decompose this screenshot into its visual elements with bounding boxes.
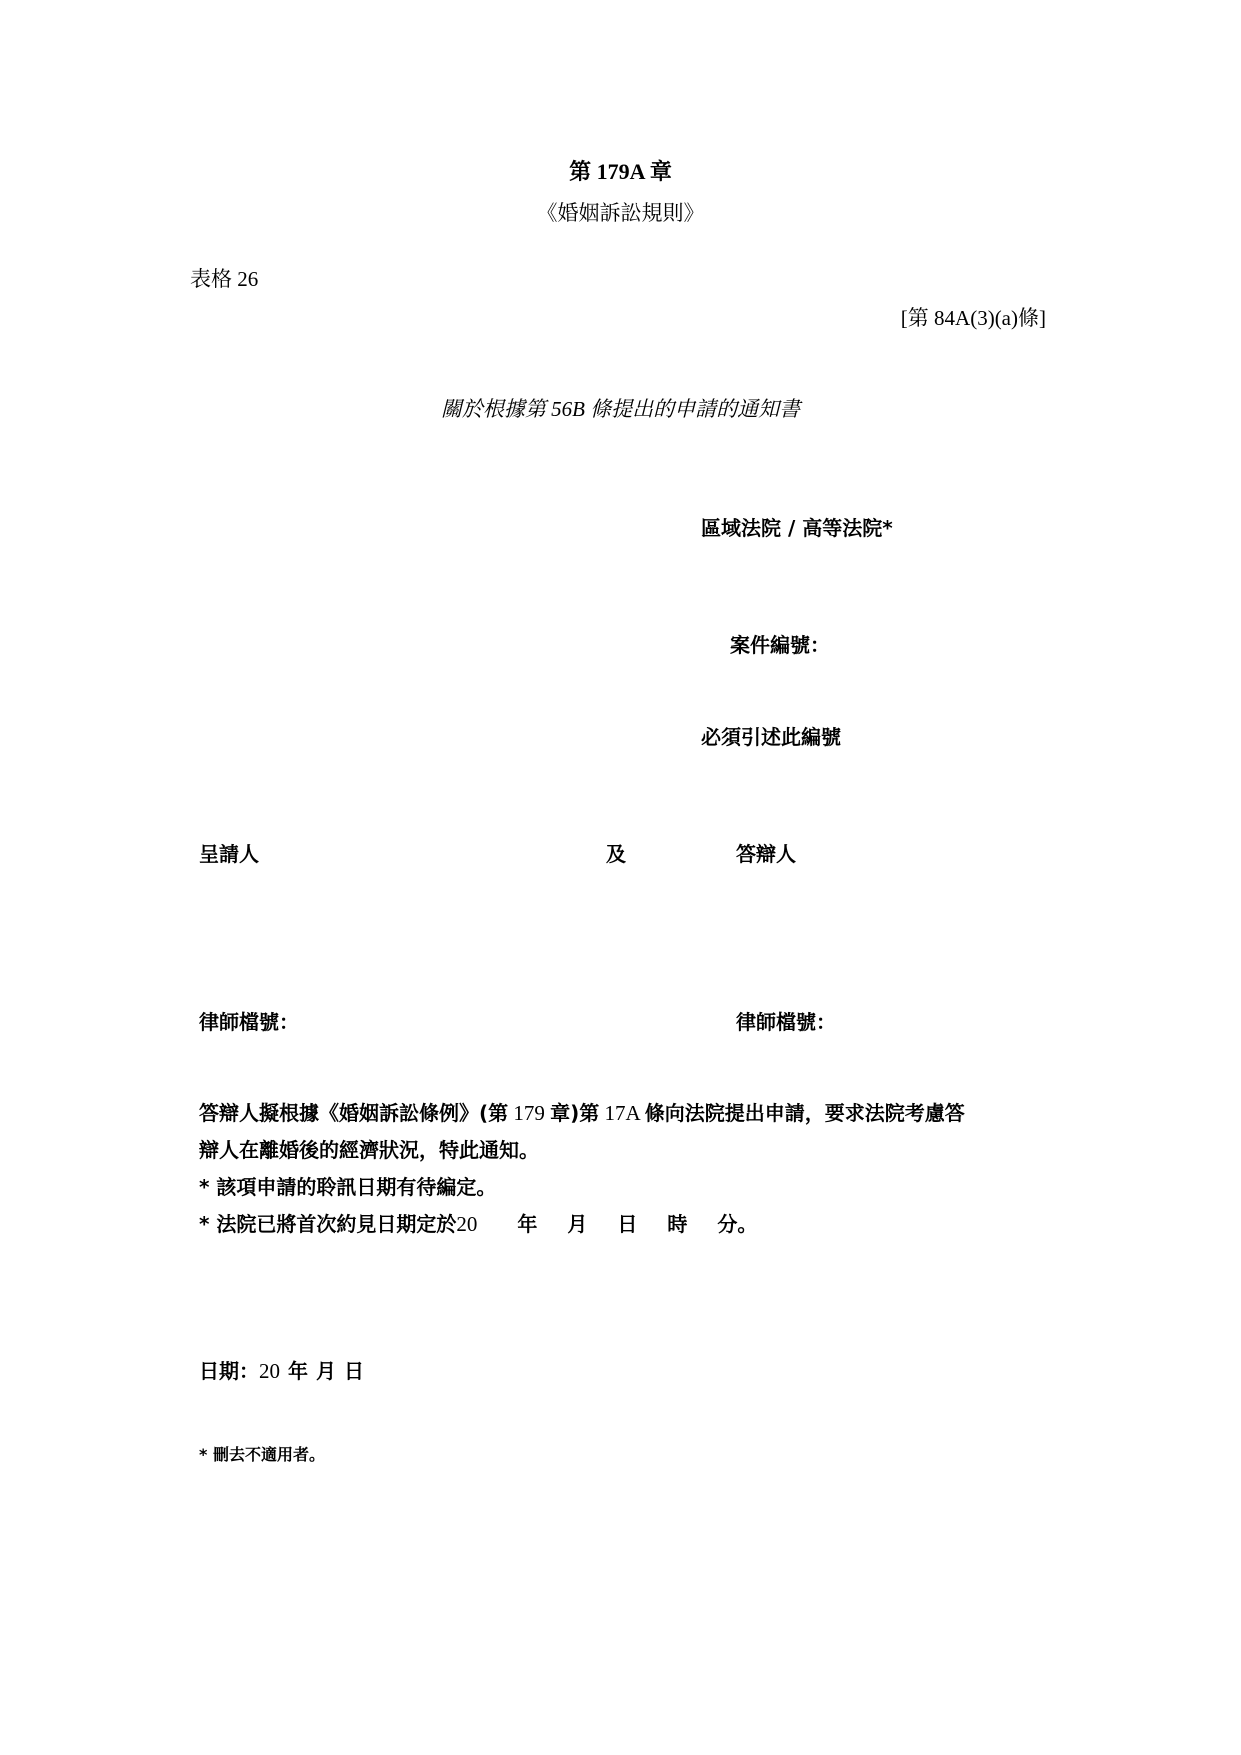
notice-body-line-1	[199, 1095, 1069, 1132]
quote-number-note: 必須引述此編號	[701, 725, 841, 749]
and-label: 及	[606, 842, 626, 866]
footnote: * 刪去不適用者。	[199, 1445, 325, 1464]
petitioner-label: 呈請人	[199, 842, 259, 866]
petitioner-solicitor-ref-label: 律師檔號：	[199, 1010, 299, 1034]
case-number-label: 案件編號：	[730, 633, 830, 657]
document-title-text: 關於根據第 56B 條提出的申請的通知書	[440, 397, 801, 421]
body-line1-part-b: 章)第	[550, 1101, 600, 1125]
form-number	[190, 263, 258, 293]
first-appointment-year-prefix: 20	[456, 1212, 478, 1236]
first-appointment-text: * 法院已將首次約見日期定於	[199, 1212, 457, 1236]
first-appointment-month-label: 月	[567, 1212, 588, 1236]
body-line1-part-a: 答辯人擬根據《婚姻訴訟條例》(第	[199, 1101, 509, 1125]
date-year-label: 年	[288, 1359, 308, 1383]
court-name: 區域法院 / 高等法院*	[701, 516, 893, 540]
date-month-label: 月	[316, 1359, 336, 1383]
first-appointment-day-label: 日	[617, 1212, 638, 1236]
notice-body	[199, 1095, 1069, 1243]
chapter-title	[0, 155, 1241, 186]
section-reference: [第 84A(3)(a)條]	[900, 306, 1046, 330]
date-year-prefix: 20	[259, 1359, 280, 1383]
body-line1-section-number: 17A	[599, 1101, 645, 1125]
hearing-date-pending-line: * 該項申請的聆訊日期有待編定。	[199, 1175, 497, 1199]
notice-body-line-2: 辯人在離婚後的經濟狀況，特此通知。	[199, 1138, 539, 1162]
date-label: 日期：	[199, 1359, 259, 1383]
first-appointment-minute-label: 分。	[717, 1212, 758, 1236]
rules-title: 《婚姻訴訟規則》	[536, 201, 705, 225]
date-line	[199, 1355, 364, 1384]
form-number-text: 表格 26	[190, 267, 259, 291]
first-appointment-year-label: 年	[517, 1212, 538, 1236]
body-line1-chapter-number: 179	[508, 1101, 551, 1125]
chapter-heading: 第 179A 章	[569, 159, 672, 184]
document-title	[0, 393, 1241, 423]
body-line1-part-c: 條向法院提出申請，要求法院考慮答	[644, 1101, 965, 1125]
first-appointment-hour-label: 時	[667, 1212, 688, 1236]
respondent-solicitor-ref-label: 律師檔號：	[736, 1010, 836, 1034]
date-day-label: 日	[344, 1359, 364, 1383]
respondent-label: 答辯人	[736, 842, 796, 866]
first-appointment-line	[199, 1206, 1069, 1243]
